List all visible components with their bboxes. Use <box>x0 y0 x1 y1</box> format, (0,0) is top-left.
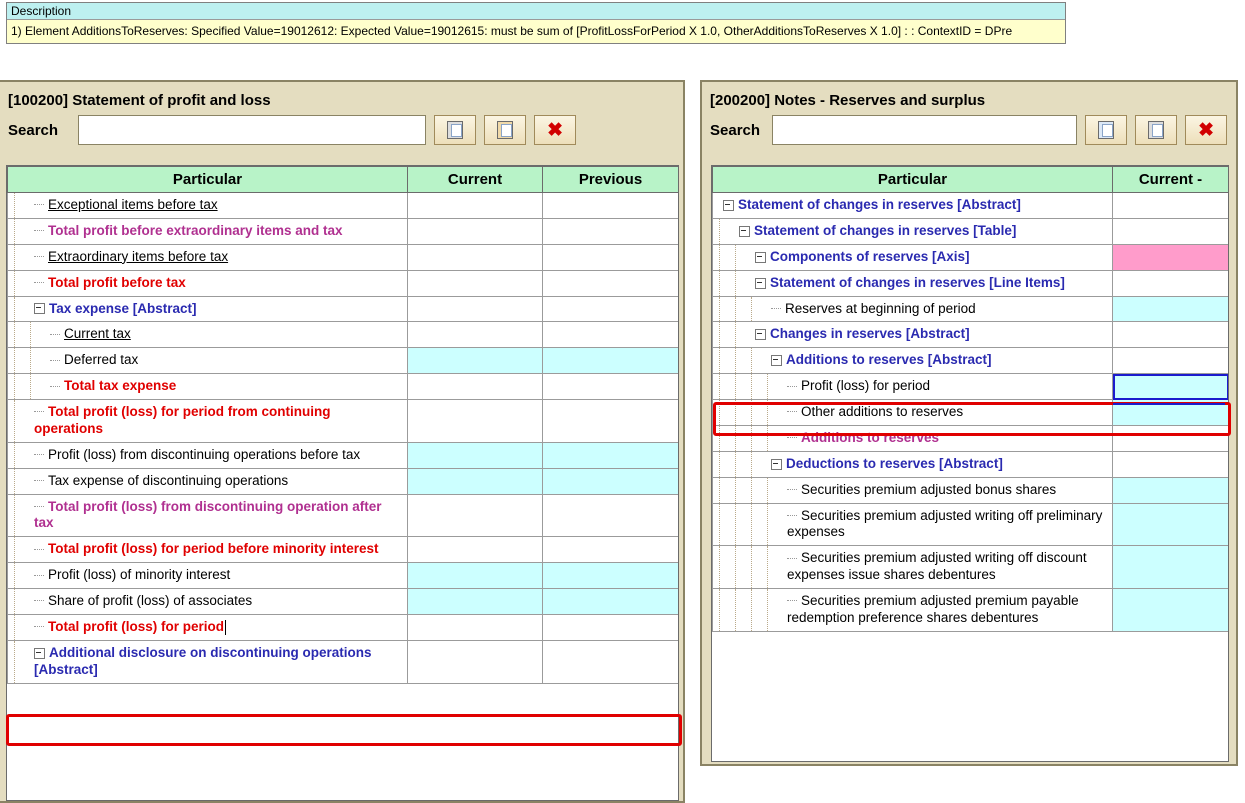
row-label-cell[interactable] <box>713 374 1113 400</box>
value-cell-current[interactable] <box>1113 296 1229 322</box>
row-label: Additions to reserves <box>801 429 940 445</box>
row-label-cell[interactable] <box>8 494 408 537</box>
value-cell-current <box>1113 270 1229 296</box>
value-cell-previous <box>543 296 679 322</box>
right-table-container[interactable] <box>711 165 1229 762</box>
row-label: Components of reserves [Axis] <box>770 248 970 264</box>
row-label-cell[interactable] <box>713 546 1113 589</box>
expander-icon[interactable] <box>34 648 45 659</box>
text-caret <box>225 620 226 635</box>
document-icon <box>447 121 463 139</box>
value-cell-previous[interactable] <box>543 468 679 494</box>
column-header-particular: Particular <box>8 167 408 193</box>
tree-tick <box>34 480 44 482</box>
row-label: Additions to reserves [Abstract] <box>786 352 992 368</box>
delete-button[interactable] <box>1185 115 1227 145</box>
row-label: Tax expense of discontinuing operations <box>48 472 289 488</box>
tree-tick <box>34 282 44 284</box>
value-cell-previous <box>543 193 679 219</box>
right-panel-title: [200200] Notes - Reserves and surplus <box>710 92 986 109</box>
table-row[interactable] <box>713 374 1229 400</box>
value-cell-current <box>1113 451 1229 477</box>
delete-button[interactable] <box>534 115 576 145</box>
close-icon: ✖ <box>547 119 563 141</box>
row-label: Securities premium adjusted bonus shares <box>801 481 1057 497</box>
row-label: Additional disclosure on discontinuing operations [Abstract] <box>34 644 372 677</box>
row-label-cell[interactable] <box>8 374 408 400</box>
row-label-cell[interactable] <box>713 425 1113 451</box>
clipboard-icon <box>1148 121 1164 139</box>
copy-button[interactable] <box>1085 115 1127 145</box>
tree-tick <box>34 454 44 456</box>
value-cell-previous <box>543 614 679 640</box>
table-row[interactable] <box>8 614 679 640</box>
table-row[interactable] <box>8 244 679 270</box>
value-cell-previous <box>543 218 679 244</box>
tree-tick <box>34 506 44 508</box>
table-row[interactable] <box>8 468 679 494</box>
tree-tick <box>34 626 44 628</box>
value-cell-current[interactable] <box>1113 503 1229 546</box>
row-label: Share of profit (loss) of associates <box>48 593 253 608</box>
expander-icon[interactable] <box>755 252 766 263</box>
expander-icon[interactable] <box>34 303 45 314</box>
row-label-cell[interactable] <box>8 614 408 640</box>
value-cell-previous <box>543 400 679 443</box>
left-search-row <box>0 115 683 153</box>
row-label-cell[interactable] <box>8 468 408 494</box>
value-cell-current <box>408 537 543 563</box>
value-cell-current[interactable] <box>1113 477 1229 503</box>
row-label: Profit (loss) from discontinuing operations before tax <box>48 446 361 462</box>
value-cell-previous[interactable] <box>543 589 679 615</box>
value-cell-current <box>1113 193 1229 219</box>
row-label: Total profit (loss) from discontinuing operation after tax <box>34 498 382 531</box>
table-row[interactable] <box>8 374 679 400</box>
row-label-cell[interactable] <box>8 270 408 296</box>
table-header-row <box>8 167 679 193</box>
expander-icon[interactable] <box>723 200 734 211</box>
row-label: Tax expense [Abstract] <box>49 300 197 316</box>
row-label-cell[interactable] <box>713 218 1113 244</box>
column-header-current: Current - <box>1113 167 1229 193</box>
row-label-cell[interactable] <box>8 348 408 374</box>
table-row[interactable] <box>8 218 679 244</box>
value-cell-current[interactable] <box>1113 244 1229 270</box>
value-cell-previous <box>543 244 679 270</box>
value-cell-current <box>408 374 543 400</box>
table-row[interactable] <box>713 503 1229 546</box>
row-label-cell[interactable] <box>8 442 408 468</box>
table-row[interactable] <box>713 218 1229 244</box>
value-cell-current <box>408 193 543 219</box>
table-row[interactable] <box>8 537 679 563</box>
row-label-cell[interactable] <box>8 244 408 270</box>
row-label-cell[interactable] <box>713 589 1113 632</box>
row-label: Securities premium adjusted writing off discount expenses issue shares debentures <box>787 550 1087 583</box>
value-cell-previous[interactable] <box>543 563 679 589</box>
right-search-label: Search <box>710 121 761 139</box>
paste-button[interactable] <box>1135 115 1177 145</box>
row-label: Total profit before tax <box>48 274 186 290</box>
row-label-cell[interactable] <box>713 400 1113 426</box>
table-row[interactable] <box>8 322 679 348</box>
value-cell-current[interactable] <box>408 468 543 494</box>
left-table-container[interactable] <box>6 165 679 801</box>
column-header-particular: Particular <box>713 167 1113 193</box>
value-cell-current <box>408 640 543 683</box>
column-header-current: Current <box>408 167 543 193</box>
tree-tick <box>50 360 60 362</box>
row-label-cell[interactable] <box>713 244 1113 270</box>
row-label: Securities premium adjusted premium payable redemption preference shares debentures <box>787 593 1079 625</box>
tree-tick <box>771 308 781 310</box>
tree-tick <box>34 256 44 258</box>
clipboard-icon <box>497 121 513 139</box>
expander-icon[interactable] <box>771 459 782 470</box>
table-row[interactable] <box>713 477 1229 503</box>
reserves-table <box>712 166 1229 632</box>
row-label: Other additions to reserves <box>801 404 964 419</box>
row-label-cell[interactable] <box>8 589 408 615</box>
row-label-cell[interactable] <box>8 322 408 348</box>
table-row[interactable] <box>713 193 1229 219</box>
selection-underline <box>1113 403 1225 405</box>
tree-tick <box>787 386 797 388</box>
value-cell-current <box>1113 218 1229 244</box>
document-icon <box>1098 121 1114 139</box>
table-row[interactable] <box>8 296 679 322</box>
row-label-cell[interactable] <box>713 477 1113 503</box>
table-row[interactable] <box>8 348 679 374</box>
column-header-previous: Previous <box>543 167 679 193</box>
value-cell-current <box>1113 425 1229 451</box>
row-label-cell[interactable] <box>713 193 1113 219</box>
tree-tick <box>50 334 60 336</box>
value-cell-current <box>408 400 543 443</box>
value-cell-current[interactable] <box>1113 546 1229 589</box>
table-row[interactable] <box>713 322 1229 348</box>
row-label: Securities premium adjusted writing off preliminary expenses <box>787 507 1103 540</box>
value-cell-previous <box>543 322 679 348</box>
row-label: Profit (loss) of minority interest <box>48 567 231 583</box>
table-row[interactable] <box>8 563 679 589</box>
description-header: Description <box>7 3 1065 20</box>
value-cell-current <box>408 614 543 640</box>
table-row[interactable] <box>713 589 1229 632</box>
row-label: Total profit (loss) for period from continuing operations <box>34 404 331 436</box>
value-cell-previous <box>543 494 679 537</box>
copy-special-button[interactable] <box>434 115 476 145</box>
expander-icon[interactable] <box>755 278 766 289</box>
value-cell-current[interactable] <box>408 442 543 468</box>
value-cell-current[interactable] <box>408 589 543 615</box>
row-label-cell[interactable] <box>713 322 1113 348</box>
tree-tick <box>787 489 797 491</box>
tree-tick <box>787 437 797 439</box>
value-cell-current[interactable] <box>1113 374 1229 400</box>
value-cell-previous[interactable] <box>543 348 679 374</box>
value-cell-current <box>1113 348 1229 374</box>
row-label-cell[interactable] <box>8 400 408 443</box>
profit-loss-table <box>7 166 679 684</box>
table-header-row <box>713 167 1229 193</box>
row-label: Extraordinary items before tax <box>48 248 229 264</box>
row-label: Statement of changes in reserves [Abstract] <box>738 197 1021 212</box>
value-cell-current <box>408 296 543 322</box>
tree-tick <box>34 230 44 232</box>
row-label: Changes in reserves [Abstract] <box>770 326 970 342</box>
row-label: Total profit (loss) for period <box>48 618 224 634</box>
row-label: Statement of changes in reserves [Table] <box>754 222 1017 238</box>
expander-icon[interactable] <box>755 329 766 340</box>
value-cell-previous[interactable] <box>543 442 679 468</box>
row-label-cell[interactable] <box>8 537 408 563</box>
table-row[interactable] <box>713 296 1229 322</box>
table-row[interactable] <box>713 244 1229 270</box>
row-label-cell[interactable] <box>713 503 1113 546</box>
table-row[interactable] <box>713 451 1229 477</box>
row-label-cell[interactable] <box>713 451 1113 477</box>
value-cell-current[interactable] <box>408 348 543 374</box>
table-row[interactable] <box>8 270 679 296</box>
table-row[interactable] <box>8 640 679 683</box>
row-label: Total tax expense <box>64 378 177 394</box>
value-cell-previous <box>543 270 679 296</box>
search-input[interactable] <box>772 115 1077 145</box>
tree-tick <box>50 386 60 388</box>
description-panel <box>6 2 1066 44</box>
paste-button[interactable] <box>484 115 526 145</box>
tree-tick <box>787 558 797 560</box>
tree-tick <box>787 600 797 602</box>
tree-tick <box>34 600 44 602</box>
row-label: Exceptional items before tax <box>48 197 218 212</box>
value-cell-current <box>408 270 543 296</box>
row-label: Reserves at beginning of period <box>785 300 976 316</box>
value-cell-previous <box>543 640 679 683</box>
tree-tick <box>787 515 797 517</box>
value-cell-previous <box>543 374 679 400</box>
row-label-cell[interactable] <box>8 193 408 219</box>
table-row[interactable] <box>713 546 1229 589</box>
row-label: Total profit (loss) for period before minority interest <box>48 541 379 557</box>
right-search-row <box>702 115 1236 153</box>
row-label-cell[interactable] <box>8 218 408 244</box>
table-row[interactable] <box>713 348 1229 374</box>
table-row[interactable] <box>8 193 679 219</box>
table-row[interactable] <box>8 442 679 468</box>
left-search-label: Search <box>8 121 59 139</box>
value-cell-current <box>408 218 543 244</box>
value-cell-current <box>408 494 543 537</box>
table-row[interactable] <box>713 270 1229 296</box>
search-input[interactable] <box>78 115 426 145</box>
value-cell-current <box>408 244 543 270</box>
row-label: Total profit before extraordinary items and tax <box>48 222 343 238</box>
description-message: 1) Element AdditionsToReserves: Specified Value=19012612: Expected Value=19012615: must be sum of [ProfitLossForPeriod X 1.0, OtherAdditionsToReserves X 1.0] : : ContextID = DPre <box>7 20 1065 43</box>
row-label-cell[interactable] <box>713 270 1113 296</box>
tree-tick <box>34 411 44 413</box>
value-cell-current <box>1113 322 1229 348</box>
row-label: Profit (loss) for period <box>801 378 931 394</box>
left-panel-title: [100200] Statement of profit and loss <box>8 92 271 109</box>
row-label-cell[interactable] <box>8 563 408 589</box>
table-row[interactable] <box>8 400 679 443</box>
expander-icon[interactable] <box>771 355 782 366</box>
tree-tick <box>787 411 797 413</box>
row-label: Deductions to reserves [Abstract] <box>786 455 1003 471</box>
row-label-cell[interactable] <box>8 640 408 683</box>
value-cell-previous <box>543 537 679 563</box>
row-label: Deferred tax <box>64 352 139 368</box>
tree-tick <box>34 575 44 577</box>
tree-tick <box>34 549 44 551</box>
row-label-cell[interactable] <box>713 296 1113 322</box>
expander-icon[interactable] <box>739 226 750 237</box>
table-row[interactable] <box>713 425 1229 451</box>
close-icon: ✖ <box>1198 119 1214 141</box>
table-row[interactable] <box>8 589 679 615</box>
value-cell-current <box>408 322 543 348</box>
row-label: Statement of changes in reserves [Line Items] <box>770 274 1065 290</box>
row-label-cell[interactable] <box>713 348 1113 374</box>
table-row[interactable] <box>8 494 679 537</box>
row-label: Current tax <box>64 326 131 342</box>
tree-tick <box>34 204 44 206</box>
value-cell-current[interactable] <box>1113 589 1229 632</box>
row-label-cell[interactable] <box>8 296 408 322</box>
value-cell-current[interactable] <box>408 563 543 589</box>
